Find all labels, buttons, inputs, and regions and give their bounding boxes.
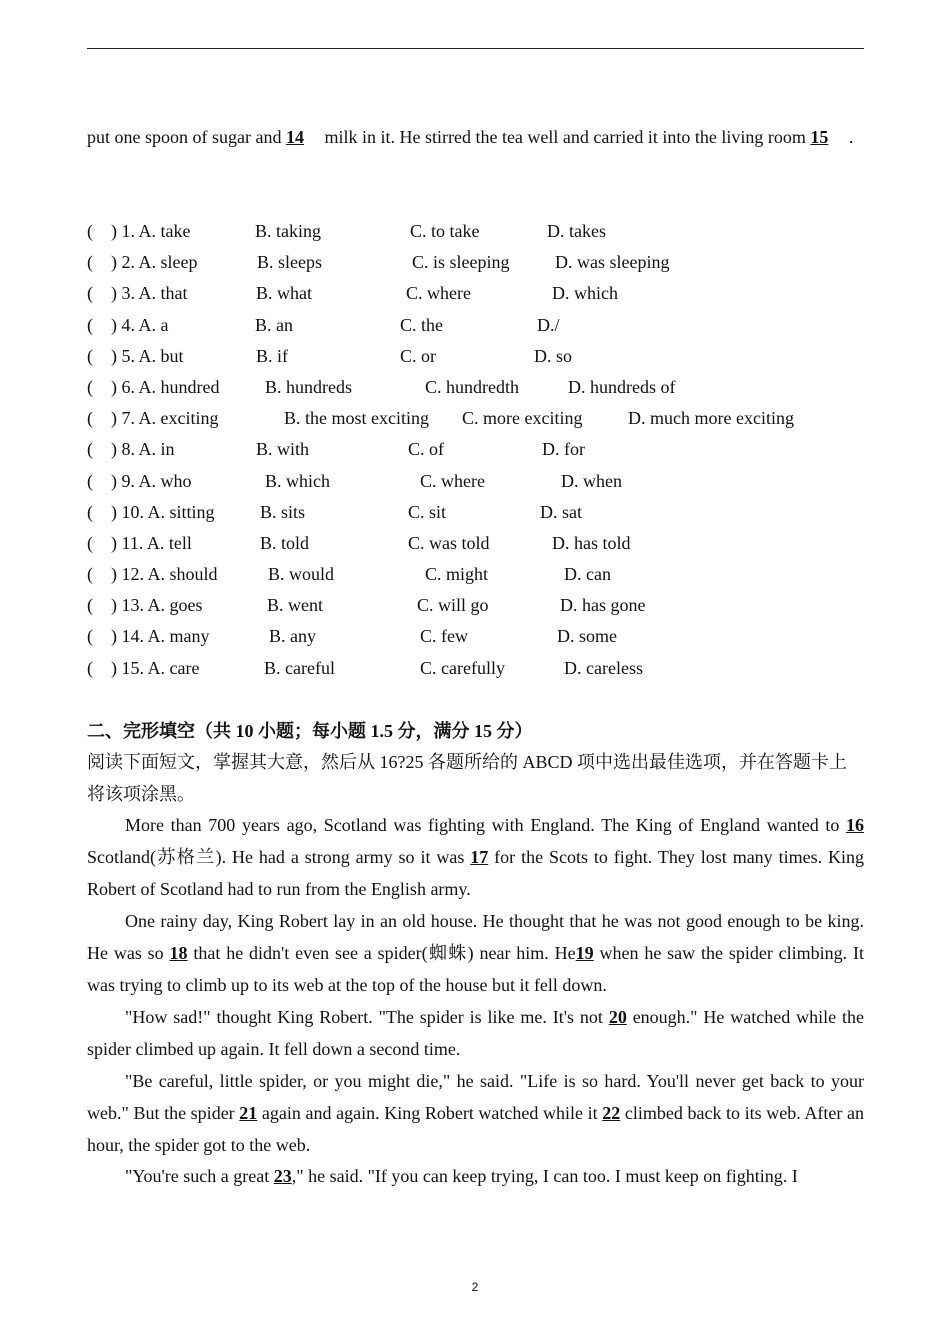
option-c: C. more exciting: [462, 408, 583, 429]
option-d: D. has gone: [560, 595, 646, 616]
option-d: D. careless: [564, 657, 643, 678]
option-b: B. any: [269, 626, 316, 647]
option-d: D. much more exciting: [628, 408, 794, 429]
option-c: C. to take: [410, 221, 480, 241]
passage-text: "How sad!" thought King Robert. "The spider is like me. It's not: [125, 1007, 609, 1027]
blank-17: 17: [470, 847, 489, 867]
answer-paren: (: [87, 657, 93, 678]
option-c: C. of: [408, 439, 444, 460]
answer-paren: (: [87, 439, 93, 460]
passage-text: for the Scots to fight. They lost many times. King Robert of Scotland had to run from the English army.: [87, 847, 864, 899]
option-d: D./: [537, 314, 560, 335]
option-a: ) 10. A. sitting: [111, 501, 215, 522]
answer-paren: (: [87, 252, 93, 273]
question-row: [87, 559, 864, 590]
blank-14: 14: [285, 127, 304, 147]
passage-text: when he saw the spider climbing. It was trying to climb up to its web at the top of the house but it fell down.: [87, 943, 864, 995]
passage-text: One rainy day, King Robert lay in an old house. He thought that he was not good enough to be king. He was so: [87, 911, 864, 963]
option-a: ) 3. A. that: [111, 283, 188, 304]
option-b: B. which: [265, 470, 330, 491]
option-b: B. sleeps: [257, 252, 322, 273]
question-row: [87, 590, 864, 621]
option-d: D. hundreds of: [568, 376, 676, 397]
blank-23: 23: [273, 1166, 292, 1186]
answer-paren: (: [87, 501, 93, 522]
option-d: D. when: [561, 470, 622, 491]
option-d: D. can: [564, 564, 611, 585]
question-row: [87, 497, 864, 528]
question-row: [87, 434, 864, 465]
intro-text: milk in it. He stirred the tea well and carried it into the living room: [319, 127, 811, 147]
option-b: B. went: [267, 595, 323, 616]
passage-text: More than 700 years ago, Scotland was fighting with England. The King of England wanted to: [125, 815, 846, 835]
blank-18: 18: [169, 943, 188, 963]
intro-text: put one spoon of sugar and: [87, 127, 286, 147]
option-d: D. so: [534, 345, 573, 366]
option-d: D. which: [552, 283, 618, 304]
passage-paragraph-3: [87, 1001, 864, 1065]
passage-text: again and again. King Robert watched while it: [257, 1103, 603, 1123]
answer-paren: (: [87, 408, 93, 429]
option-a: ) 13. A. goes: [111, 595, 203, 616]
option-a: ) 12. A. should: [111, 564, 218, 585]
option-b: B. told: [260, 532, 310, 553]
passage-text: climbed back to its web. After an hour, the spider got to the web.: [87, 1103, 864, 1155]
question-row: [87, 621, 864, 652]
option-a: ) 15. A. care: [111, 657, 200, 678]
answer-paren: (: [87, 595, 93, 616]
option-c: C. will go: [417, 595, 489, 616]
option-d: D. some: [557, 626, 617, 647]
option-b: B. with: [256, 439, 310, 460]
passage-paragraph-5: [87, 1160, 864, 1192]
option-c: C. hundredth: [425, 376, 519, 397]
option-b: B. sits: [260, 501, 306, 522]
option-c: C. where: [406, 283, 471, 304]
question-list: [87, 216, 864, 684]
option-c: C. carefully: [420, 657, 505, 678]
option-d: D. takes: [547, 221, 606, 241]
question-row: [87, 278, 864, 309]
option-a: ) 2. A. sleep: [111, 252, 198, 273]
option-d: D. sat: [540, 501, 582, 522]
option-b: B. what: [256, 283, 312, 304]
option-b: B. hundreds: [265, 376, 352, 397]
passage-paragraph-1: [87, 809, 864, 905]
option-a: ) 4. A. a: [111, 314, 169, 335]
question-row: [87, 528, 864, 559]
passage-paragraph-4: [87, 1065, 864, 1161]
question-row: [87, 403, 864, 434]
option-b: B. if: [256, 345, 289, 366]
option-d: D. has told: [552, 532, 631, 553]
answer-paren: (: [87, 283, 93, 304]
question-row: [87, 310, 864, 341]
question-row: [87, 247, 864, 278]
answer-paren: (: [87, 470, 93, 491]
answer-paren: (: [87, 314, 93, 335]
question-row: [87, 372, 864, 403]
section-instruction: 阅读下面短文，掌握其大意，然后从 16?25 各题所给的 ABCD 项中选出最佳选项，并在答题卡上将该项涂黑。: [87, 752, 847, 804]
blank-21: 21: [239, 1103, 258, 1123]
passage-text: ," he said. "If you can keep trying, I can too. I must keep on fighting. I: [291, 1166, 798, 1186]
option-d: D. for: [542, 439, 585, 460]
passage-text: "You're such a great: [125, 1166, 274, 1186]
answer-paren: (: [87, 221, 93, 241]
question-row: [87, 216, 864, 247]
option-b: B. taking: [255, 221, 321, 241]
option-a: ) 5. A. but: [111, 345, 184, 366]
question-row: [87, 466, 864, 497]
option-c: C. few: [420, 626, 468, 647]
passage-text: that he didn't even see a spider(蜘蛛) near him. He: [187, 943, 576, 963]
option-a: ) 14. A. many: [111, 626, 210, 647]
answer-paren: (: [87, 564, 93, 585]
option-a: ) 1. A. take: [111, 221, 191, 241]
option-a: ) 8. A. in: [111, 439, 175, 460]
passage-text: enough." He watched while the spider climbed up again. It fell down a second time.: [87, 1007, 864, 1059]
option-b: B. would: [268, 564, 335, 585]
option-c: C. where: [420, 470, 485, 491]
option-a: ) 11. A. tell: [111, 532, 192, 553]
answer-paren: (: [87, 626, 93, 647]
option-c: C. was told: [408, 532, 490, 553]
answer-paren: (: [87, 532, 93, 553]
option-c: C. might: [425, 564, 489, 585]
option-c: C. or: [400, 345, 436, 366]
option-c: C. the: [400, 314, 443, 335]
option-b: B. careful: [264, 657, 335, 678]
passage-text: "Be careful, little spider, or you might die," he said. "Life is so hard. You'll never get back to your web." But the spider: [87, 1071, 864, 1123]
option-a: ) 9. A. who: [111, 470, 192, 491]
page-number: 2: [471, 1280, 479, 1294]
passage-text: Scotland(苏格兰). He had a strong army so it was: [87, 847, 471, 867]
blank-22: 22: [602, 1103, 621, 1123]
blank-16: 16: [846, 815, 864, 835]
question-row: [87, 653, 864, 684]
section-title: 二、完形填空（共 10 小题；每小题 1.5 分，满分 15 分）: [87, 721, 533, 741]
passage-paragraph-2: [87, 905, 864, 1001]
blank-15: 15: [810, 127, 829, 147]
option-b: B. the most exciting: [284, 408, 429, 429]
option-b: B. an: [255, 314, 293, 335]
intro-text: .: [844, 127, 854, 147]
blank-19: 19: [575, 943, 594, 963]
answer-paren: (: [87, 345, 93, 366]
option-a: ) 6. A. hundred: [111, 376, 220, 397]
header-rule: [87, 48, 864, 49]
blank-20: 20: [608, 1007, 627, 1027]
answer-paren: (: [87, 376, 93, 397]
option-a: ) 7. A. exciting: [111, 408, 219, 429]
intro-paragraph: [87, 121, 864, 153]
option-c: C. is sleeping: [412, 252, 510, 273]
option-d: D. was sleeping: [555, 252, 670, 273]
question-row: [87, 341, 864, 372]
option-c: C. sit: [408, 501, 447, 522]
